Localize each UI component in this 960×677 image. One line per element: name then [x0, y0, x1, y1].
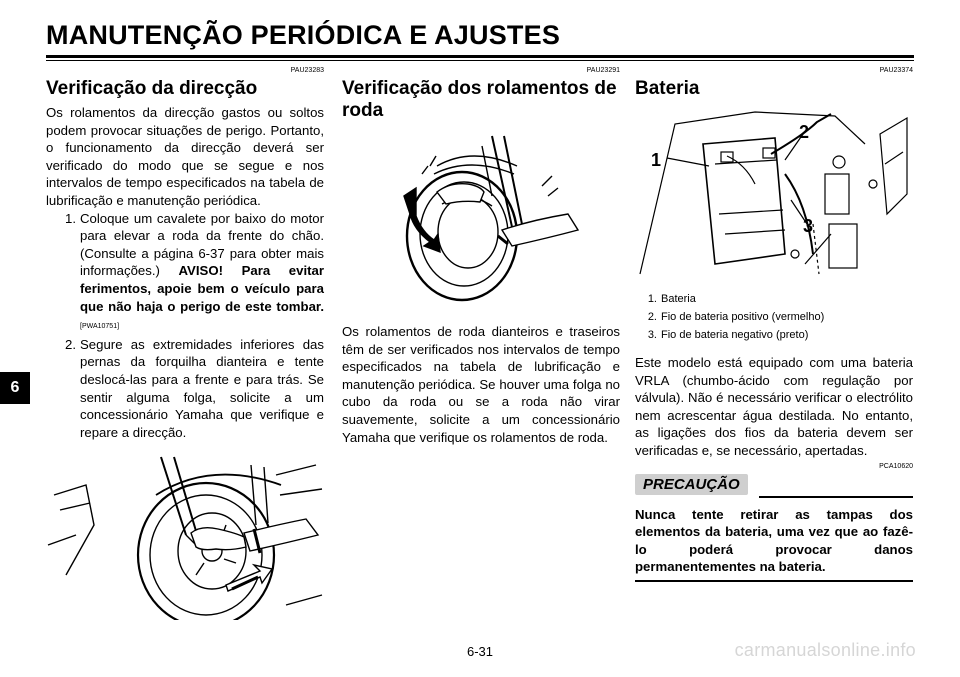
section-ref-code: PAU23374: [879, 67, 913, 74]
battery-legend: [635, 290, 913, 344]
section-heading: Verificação da direcção: [46, 78, 258, 99]
step-number: 2.: [65, 336, 76, 352]
caution-header: [635, 474, 913, 500]
steering-check-illustration: [46, 455, 324, 625]
caution-badge: PRECAUÇÃO: [635, 474, 748, 495]
wheel-bearings-body: Os rolamentos de roda dianteiros e traseiros têm de ser verificados nos intervalos de tempo especificados na tabela de lubrificação e manutenção periódica. Se houver uma folga no cubo da roda ou se a roda não virar suavemente, solicite a um concessionário Yamaha que verifique os rolamentos de roda.: [342, 324, 620, 445]
callout-2: 2: [799, 122, 810, 142]
page-number: 6-31: [466, 644, 494, 659]
steering-intro: Os rolamentos da direcção gastos ou soltos podem provocar situações de perigo. Portanto, o funcionamento da direcção deverá ser verificado do modo que se segue e nos intervalos de tempo especificados na tabela de lubrificação e manutenção periódica.: [46, 105, 324, 208]
wheel-hands-illustration: [342, 126, 620, 306]
caution-text: Nunca tente retirar as tampas dos elementos da bateria, uma vez que ao fazê-lo poderá provocar danos permanentementes na bateria.: [635, 506, 913, 582]
header-divider-thin: [46, 60, 914, 61]
callout-1: 1: [651, 150, 662, 170]
step-instruction: Segure as extremidades inferiores das pernas da forquilha dianteira e tente deslocá-las para a frente e para trás. Se sentir alguma folga, solicite a um concessionário Yamaha que verifique e repare a direcção.: [80, 336, 324, 440]
legend-item: 3. Fio de bateria negativo (preto): [647, 329, 809, 341]
battery-section: [635, 66, 913, 582]
step-number: 1.: [65, 210, 76, 226]
caution-ref-code: PCA10620: [879, 462, 913, 470]
steering-section: [46, 66, 324, 625]
watermark: carmanualsonline.info: [734, 640, 916, 660]
step-item: [46, 210, 324, 336]
section-heading: Bateria: [635, 78, 700, 99]
step-instruction: Coloque um cavalete por baixo do motor para elevar a roda da frente do chão. (Consulte a página 6-37 para obter mais informações.): [80, 210, 324, 279]
page-title: MANUTENÇÃO PERIÓDICA E AJUSTES: [46, 20, 561, 50]
legend-item: 2. Fio de bateria positivo (vermelho): [647, 311, 825, 323]
wheel-bearings-section: [342, 66, 620, 446]
callout-3: 3: [803, 216, 814, 236]
section-heading: Verificação dos rolamentos de roda: [342, 78, 617, 121]
header-divider: [46, 55, 914, 58]
fork-wheel-illustration: [46, 455, 324, 620]
battery-body: Este modelo está equipado com uma bateria VRLA (chumbo-ácido com regulação por válvula). Não é necessário verificar o electrólito nem acrescentar água destilada. No entanto, as ligações dos fios da bateria devem ser verificadas e, se necessário, apertadas.: [635, 355, 913, 458]
steering-steps: [46, 210, 324, 442]
warning-text: AVISO! Para evitar ferimentos, apoie bem o veículo para que não haja o perigo de este tombar.: [80, 263, 324, 314]
step-item: [46, 336, 324, 442]
battery-illustration: [635, 104, 913, 284]
step-text: [80, 210, 324, 336]
warning-code: [PWA10751]: [80, 323, 120, 331]
legend-item: 1. Bateria: [647, 293, 696, 305]
section-ref-code: PAU23291: [586, 67, 620, 74]
wheel-bearing-illustration: [342, 126, 620, 311]
section-ref-code: PAU23283: [290, 67, 324, 74]
caution-divider: [759, 496, 913, 498]
battery-compartment-illustration: [635, 104, 913, 284]
chapter-tab: 6: [0, 372, 30, 404]
